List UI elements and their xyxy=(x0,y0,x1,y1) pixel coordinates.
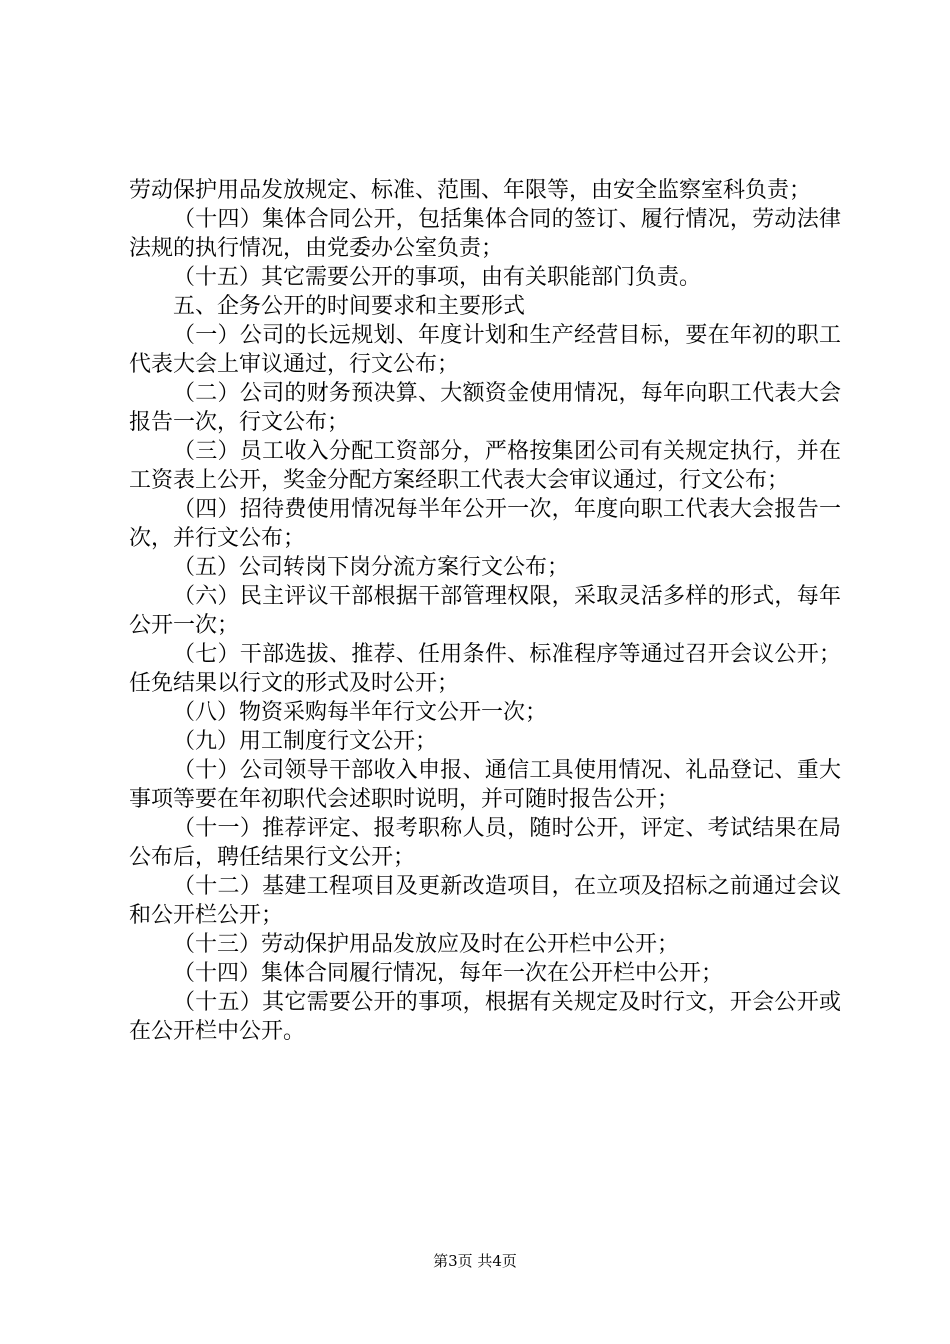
paragraph: （十五）其它需要公开的事项，由有关职能部门负责。 xyxy=(173,265,702,290)
paragraph: （四）招待费使用情况每半年公开一次，年度向职工代表大会报告一次，并行文公布； xyxy=(129,497,841,551)
paragraph: （十二）基建工程项目及更新改造项目，在立项及招标之前通过会议和公开栏公开； xyxy=(129,874,841,928)
paragraph: （二）公司的财务预决算、大额资金使用情况，每年向职工代表大会报告一次，行文公布； xyxy=(129,381,841,435)
paragraph: （十五）其它需要公开的事项，根据有关规定及时行文，开会公开或在公开栏中公开。 xyxy=(129,990,841,1044)
paragraph: （十三）劳动保护用品发放应及时在公开栏中公开； xyxy=(173,932,680,957)
paragraph: （一）公司的长远规划、年度计划和生产经营目标，要在年初的职工代表大会上审议通过，行文公布； xyxy=(129,323,841,377)
paragraph: （五）公司转岗下岗分流方案行文公布； xyxy=(173,555,570,580)
paragraph: （十）公司领导干部收入申报、通信工具使用情况、礼品登记、重大事项等要在年初职代会述职时说明，并可随时报告公开； xyxy=(129,758,841,812)
paragraph: （十四）集体合同公开，包括集体合同的签订、履行情况，劳动法律法规的执行情况，由党委办公室负责； xyxy=(129,207,841,261)
paragraph: （十四）集体合同履行情况，每年一次在公开栏中公开； xyxy=(173,961,724,986)
paragraph: （七）干部选拔、推荐、任用条件、标准程序等通过召开会议公开；任免结果以行文的形式及时公开； xyxy=(129,642,841,696)
paragraph: （八）物资采购每半年行文公开一次； xyxy=(173,700,548,725)
paragraph: （九）用工制度行文公开； xyxy=(173,729,438,754)
document-body xyxy=(129,176,841,1046)
paragraph: （三）员工收入分配工资部分，严格按集团公司有关规定执行，并在工资表上公开，奖金分配方案经职工代表大会审议通过，行文公布； xyxy=(129,439,841,493)
paragraph: 劳动保护用品发放规定、标准、范围、年限等，由安全监察室科负责； xyxy=(129,178,812,203)
paragraph: （六）民主评议干部根据干部管理权限，采取灵活多样的形式，每年公开一次； xyxy=(129,584,841,638)
paragraph: （十一）推荐评定、报考职称人员，随时公开，评定、考试结果在局公布后，聘任结果行文公开； xyxy=(129,816,841,870)
section-heading: 五、企务公开的时间要求和主要形式 xyxy=(173,294,526,319)
page-number: 第3页 共4页 xyxy=(433,1252,517,1270)
